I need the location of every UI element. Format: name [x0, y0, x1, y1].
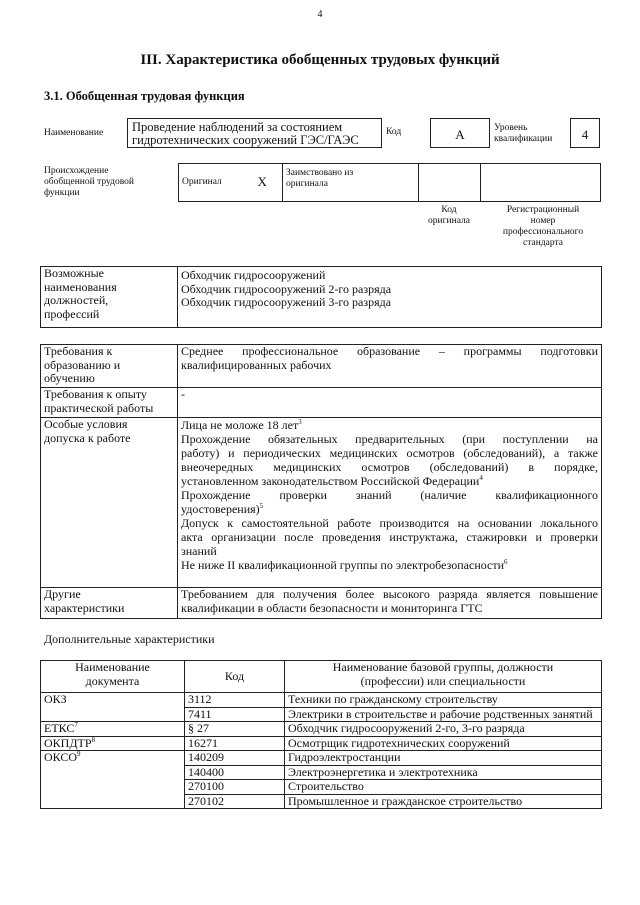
borrowed-line2: оригинала: [286, 179, 328, 189]
special-p2-line4: установленном законодательством Российской Федерации$^4$: [181, 474, 483, 488]
other-value-line1: Требованием для получения более высокого разряда является повышение: [181, 587, 598, 601]
edu-label-line1: Требования к: [44, 344, 113, 358]
name-cell: Строительство: [285, 780, 602, 795]
name-cell: Техники по гражданскому строительству: [285, 693, 602, 708]
origin-label-line2: обобщенной трудовой: [44, 177, 134, 187]
edu-value-line1: Среднее профессиональное образование – программы подготовки: [181, 344, 598, 358]
requirements-table: [40, 344, 602, 619]
footnote-ref: 5: [259, 502, 264, 510]
special-label-line2: допуска к работе: [44, 430, 131, 445]
footnote-ref: 8: [91, 735, 96, 744]
exp-value: -: [181, 387, 185, 401]
doc-cell: [41, 736, 185, 751]
edu-value-line2: квалифицированных рабочих: [181, 357, 332, 372]
additional-title: Дополнительные характеристики: [44, 632, 215, 646]
borrowed-line1: Заимствовано из: [286, 168, 354, 178]
col-header-document-line2: документа: [85, 673, 140, 688]
special-p3-line2: удостоверения)$^5$: [181, 502, 264, 516]
special-p3-line1: Прохождение проверки знаний (наличие квалификационного: [181, 488, 598, 502]
section-title: III. Характеристика обобщенных трудовых функций: [140, 52, 500, 68]
footnote-ref: 7: [74, 721, 78, 729]
doc-name: ОКСО: [44, 750, 78, 764]
origin-label-line1: Происхождение: [44, 166, 109, 176]
reg-line2: номер: [530, 216, 556, 226]
code-cell: 140400: [185, 765, 285, 780]
code-original-cell: [419, 164, 481, 202]
page-number: 4: [317, 9, 323, 20]
doc-name: ЕТКС: [44, 721, 75, 735]
edu-label-line2: образованию и: [44, 357, 121, 372]
special-p5: Не ниже II квалификационной группы по электробезопасности$^6$: [181, 558, 508, 572]
positions-label-line3: должностей,: [44, 293, 109, 307]
footnote-ref: 4: [479, 474, 483, 482]
positions-table: [40, 266, 602, 328]
reg-line1: Регистрационный: [506, 205, 580, 215]
special-p2-line3: внеочередных медицинских осмотров (обследований) в порядке,: [181, 460, 598, 474]
name-cell: Электроэнергетика и электротехника: [285, 765, 602, 780]
doc-cell: [41, 693, 185, 722]
doc-name: ОКПДТР: [44, 735, 92, 750]
level-label-line2: квалификации: [494, 134, 553, 144]
level-label-line1: Уровень: [494, 123, 528, 133]
level-value: 4: [581, 127, 589, 142]
code-label: Код: [386, 127, 402, 137]
code-cell: 7411: [185, 707, 285, 722]
special-p1: Лица не моложе 18 лет$^3$: [181, 418, 302, 432]
positions-label-line2: наименования: [44, 279, 117, 294]
origin-label-line3: функции: [44, 188, 80, 198]
original-mark: Х: [257, 174, 267, 190]
name-cell: Электрики в строительстве и рабочие родственных занятий: [285, 707, 602, 722]
col-header-name-line2: (профессии) или специальности: [360, 673, 526, 688]
other-label-line1: Другие: [44, 587, 81, 601]
name-cell: Осмотрщик гидротехнических сооружений: [285, 736, 602, 751]
exp-label-line2: практической работы: [44, 400, 154, 415]
footnote-ref: 3: [298, 418, 302, 426]
name-label: Наименование: [44, 128, 104, 138]
other-label-line2: характеристики: [44, 600, 125, 615]
name-cell: Промышленное и гражданское строительство: [285, 794, 602, 809]
col-header-document-line1: Наименование: [75, 660, 150, 674]
name-value-line2: гидротехнических сооружений ГЭС/ГАЭС: [132, 133, 359, 147]
position-item: Обходчик гидросооружений 2-го разряда: [181, 281, 392, 296]
special-p4-line2: акта организации после проведения инструктажа, стажировки и проверки: [181, 530, 598, 544]
position-item: Обходчик гидросооружений 3-го разряда: [181, 295, 392, 309]
code-cell: 16271: [185, 736, 285, 751]
col-header-code: Код: [224, 668, 245, 683]
name-value-line1: Проведение наблюдений за состоянием: [132, 120, 343, 134]
positions-label-line4: профессий: [44, 306, 100, 321]
doc-cell: [41, 722, 185, 737]
position-item: Обходчик гидросооружений: [181, 268, 326, 282]
table-row: [41, 736, 602, 751]
code-cell: 140209: [185, 751, 285, 766]
reg-line4: стандарта: [523, 238, 563, 248]
special-label-line1: Особые условия: [44, 417, 128, 431]
doc-cell: [41, 751, 185, 809]
other-value-line2: квалификации в области безопасности и мониторинга ГТС: [181, 600, 483, 615]
reg-line3: профессионального: [502, 227, 584, 237]
table-row: [41, 751, 602, 766]
code-original-line1: Код: [441, 205, 457, 215]
special-p2-line1: Прохождение обязательных предварительных (при поступлении на: [181, 432, 598, 446]
code-cell: 270100: [185, 780, 285, 795]
code-cell: 270102: [185, 794, 285, 809]
name-cell: Обходчик гидросооружений 2-го, 3-го разряда: [285, 722, 602, 737]
name-value-box: [127, 118, 382, 148]
exp-label-line1: Требования к опыту: [44, 387, 147, 401]
code-original-line2: оригинала: [428, 216, 470, 226]
level-value-box: [570, 118, 600, 148]
special-p2-line2: работу) и периодических медицинских осмотров (обследований), а также: [181, 446, 598, 460]
special-p4-line1: Допуск к самостоятельной работе производится на основании локального: [181, 516, 598, 530]
positions-label-line1: Возможные: [44, 266, 104, 280]
table-row: [41, 722, 602, 737]
table-row: [41, 693, 602, 708]
special-p4-line3: знаний: [181, 544, 217, 558]
subsection-title: 3.1. Обобщенная трудовая функция: [44, 89, 245, 103]
name-cell: Гидроэлектростанции: [285, 751, 602, 766]
additional-table: [40, 660, 602, 809]
edu-label-line3: обучению: [44, 371, 95, 385]
code-value-box: [430, 118, 490, 148]
code-cell: § 27: [185, 722, 285, 737]
col-header-name-line1: Наименование базовой группы, должности: [332, 660, 554, 674]
footnote-ref: 9: [77, 750, 81, 758]
code-value: А: [455, 127, 465, 142]
footnote-ref: 6: [504, 558, 508, 566]
original-label: Оригинал: [182, 177, 222, 187]
origin-table: [178, 163, 601, 202]
code-cell: 3112: [185, 693, 285, 708]
reg-number-cell: [481, 164, 601, 202]
doc-name: ОКЗ: [44, 692, 67, 706]
